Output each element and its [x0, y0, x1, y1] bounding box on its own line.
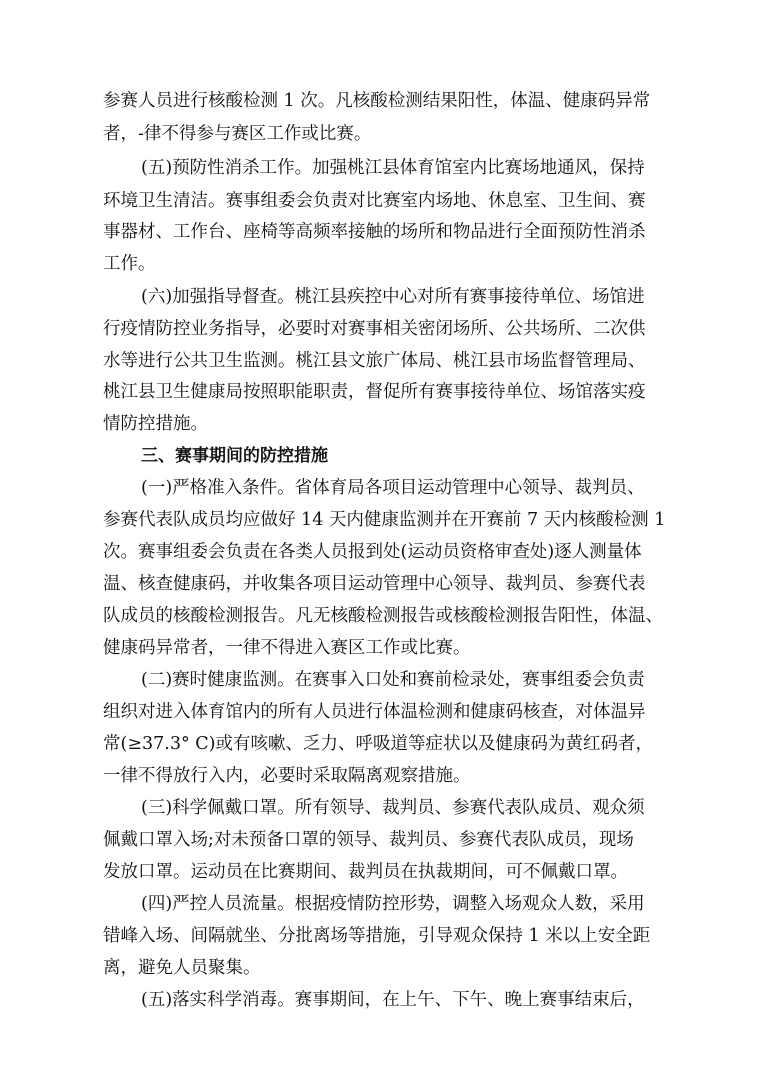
body-text-line: 佩戴口罩入场;对未预备口罩的领导、裁判员、参赛代表队成员，现场 — [103, 830, 634, 850]
body-text-line: 组织对进入体育馆内的所有人员进行体温检测和健康码核查，对体温异 — [103, 702, 646, 722]
body-text-line: 环境卫生清洁。赛事组委会负责对比赛室内场地、休息室、卫生间、赛 — [103, 191, 646, 211]
body-text-line: 参赛代表队成员均应做好 14 天内健康监测并在开赛前 7 天内核酸检测 1 — [103, 510, 666, 530]
body-text-line: 水等进行公共卫生监测。桃江县文旅广体局、桃江县市场监督管理局、 — [103, 351, 646, 371]
body-text-line: 次。赛事组委会负责在各类人员报到处(运动员资格审查处)逐人测量体 — [103, 542, 642, 562]
body-text-line: 发放口罩。运动员在比赛期间、裁判员在执裁期间，可不佩戴口罩。 — [103, 862, 628, 882]
paragraph-first-line: (五)预防性消杀工作。加强桃江县体育馆室内比赛场地通风，保持 — [141, 158, 645, 178]
paragraph-first-line: (四)严控人员流量。根据疫情防控形势，调整入场观众人数，采用 — [141, 894, 645, 914]
body-text-line: 工作。 — [103, 254, 156, 274]
body-text-line: 事器材、工作台、座椅等高频率接触的场所和物品进行全面预防性消杀 — [103, 222, 646, 242]
paragraph-first-line: (二)赛时健康监测。在赛事入口处和赛前检录处，赛事组委会负责 — [141, 670, 645, 690]
body-text-line: 常(≥37.3° C)或有咳嗽、乏力、呼吸道等症状以及健康码为黄红码者， — [103, 734, 653, 754]
body-text-line: 温、核查健康码，并收集各项目运动管理中心领导、裁判员、参赛代表 — [103, 574, 646, 594]
body-text-line: 一律不得放行入内，必要时采取隔离观察措施。 — [103, 766, 471, 786]
body-text-line: 错峰入场、间隔就坐、分批离场等措施，引导观众保持 1 米以上安全距 — [103, 926, 651, 946]
paragraph-first-line: (一)严格准入条件。省体育局各项目运动管理中心领导、裁判员、 — [141, 478, 645, 498]
body-text-line: 情防控措施。 — [103, 414, 208, 434]
paragraph-first-line: (三)科学佩戴口罩。所有领导、裁判员、参赛代表队成员、观众须 — [141, 798, 645, 818]
body-text-line: 者，-律不得参与赛区工作或比赛。 — [103, 124, 372, 144]
body-text-line: 离，避免人员聚集。 — [103, 958, 261, 978]
paragraph-first-line: (五)落实科学消毒。赛事期间，在上午、下午、晚上赛事结束后， — [141, 990, 645, 1010]
body-text-line: 健康码异常者，一律不得进入赛区工作或比赛。 — [103, 638, 471, 658]
paragraph-first-line: (六)加强指导督查。桃江县疾控中心对所有赛事接待单位、场馆进 — [141, 287, 645, 307]
body-text-line: 行疫情防控业务指导，必要时对赛事相关密闭场所、公共场所、二次供 — [103, 319, 646, 339]
body-text-line: 桃江县卫生健康局按照职能职责，督促所有赛事接待单位、场馆落实疫 — [103, 382, 646, 402]
body-text-line: 队成员的核酸检测报告。凡无核酸检测报告或核酸检测报告阳性，体温、 — [103, 606, 663, 626]
section-heading: 三、赛事期间的防控措施 — [141, 446, 328, 466]
body-text-line: 参赛人员进行核酸检测 1 次。凡核酸检测结果阳性，体温、健康码异常 — [103, 91, 651, 111]
